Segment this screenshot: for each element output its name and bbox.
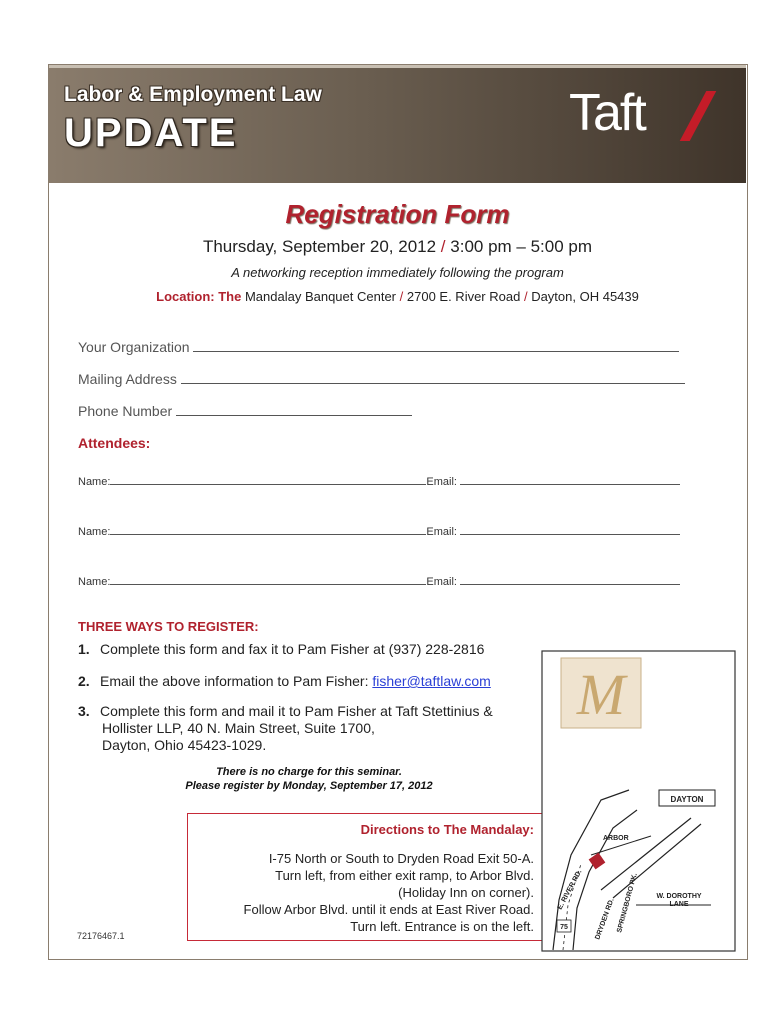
location-city: Dayton, OH 45439 — [527, 289, 639, 304]
organization-input-line[interactable] — [193, 340, 679, 352]
directions-map — [541, 650, 736, 952]
header-banner — [49, 65, 746, 183]
directions-text — [244, 850, 534, 935]
attendee-row — [78, 575, 680, 588]
step-text: Complete this form and mail it to Pam Fisher at Taft Stettinius & — [100, 703, 493, 719]
step-number: 2. — [78, 673, 90, 689]
mandalay-monogram-icon — [561, 658, 641, 728]
organization-label: Your Organization — [78, 339, 190, 355]
direction-line: (Holiday Inn on corner). — [398, 885, 534, 900]
attendee-name-label: Name: — [78, 576, 111, 588]
mailing-address-label: Mailing Address — [78, 371, 177, 387]
attendee-email-label: Email: — [426, 526, 457, 538]
taft-logo-slash-icon — [680, 91, 717, 141]
step-text: Email the above information to Pam Fisher: — [100, 673, 373, 689]
taft-logo-text: Taft — [569, 84, 645, 142]
location-venue: Mandalay Banquet Center — [241, 289, 400, 304]
no-charge-line: There is no charge for this seminar. — [216, 766, 402, 778]
separator: / — [523, 289, 528, 304]
i75-shield-number: 75 — [560, 924, 568, 931]
attendee-email-label: Email: — [426, 476, 457, 488]
map-label-river-rd: E. RIVER RD. — [556, 868, 584, 911]
mailing-address-input-line[interactable] — [181, 372, 685, 384]
registration-page — [48, 64, 748, 960]
map-label-springboro: SPRINGBORO PK. — [616, 872, 639, 934]
taft-logo — [569, 83, 719, 153]
directions-box — [187, 813, 545, 941]
attendee-name-input-line[interactable] — [110, 475, 426, 485]
register-step-2 — [78, 673, 491, 690]
phone-input-line[interactable] — [176, 404, 412, 416]
document-number: 72176467.1 — [77, 931, 125, 941]
attendees-heading: Attendees: — [78, 435, 151, 451]
reception-note: A networking reception immediately following the program — [231, 265, 564, 280]
event-location — [49, 289, 746, 304]
location-venue-prefix: The — [218, 289, 242, 304]
no-charge-notice — [109, 765, 509, 793]
attendee-email-input-line[interactable] — [460, 575, 680, 585]
step-text: Hollister LLP, 40 N. Main Street, Suite 1700, — [102, 720, 375, 736]
attendee-email-input-line[interactable] — [460, 475, 680, 485]
organization-field — [78, 339, 679, 355]
attendee-name-input-line[interactable] — [110, 575, 426, 585]
map-label-arbor: ARBOR — [603, 835, 629, 842]
banner-top-rule — [49, 65, 746, 68]
phone-label: Phone Number — [78, 403, 173, 419]
event-time: 3:00 pm – 5:00 pm — [450, 237, 593, 256]
attendee-name-input-line[interactable] — [110, 525, 426, 535]
direction-line: Turn left. Entrance is on the left. — [350, 919, 534, 934]
direction-line: I-75 North or South to Dryden Road Exit 50-A. — [268, 851, 534, 866]
directions-title: Directions to The Mandalay: — [360, 822, 534, 837]
form-title: Registration Form — [285, 199, 510, 229]
register-deadline: Please register by Monday, September 17, 2012 — [185, 780, 433, 792]
map-label-dryden: DRYDEN RD. — [594, 897, 616, 941]
attendee-email-label: Email: — [426, 576, 457, 588]
register-step-1 — [78, 641, 484, 658]
location-label: Location: — [156, 289, 219, 304]
separator: / — [440, 237, 446, 256]
step-text: Complete this form and fax it to Pam Fisher at (937) 228-2816 — [100, 641, 485, 657]
attendee-email-input-line[interactable] — [460, 525, 680, 535]
separator: / — [399, 289, 404, 304]
mailing-address-field — [78, 371, 685, 387]
monogram-letter: M — [576, 662, 626, 727]
newsletter-series: Labor & Employment Law — [64, 83, 322, 106]
map-label-dorothy-lane: LANE — [669, 901, 689, 908]
direction-line: Turn left, from either exit ramp, to Arbor Blvd. — [275, 868, 534, 883]
attendee-name-label: Name: — [78, 476, 111, 488]
attendee-row — [78, 525, 680, 538]
register-step-3 — [78, 703, 493, 754]
interstate-75-shield-icon — [557, 920, 571, 932]
direction-line: Follow Arbor Blvd. until it ends at East River Road. — [243, 902, 534, 917]
map-label-dayton: DAYTON — [670, 795, 704, 804]
map-label-dorothy: W. DOROTHY — [656, 893, 702, 900]
step-text: Dayton, Ohio 45423-1029. — [102, 737, 267, 753]
attendee-row — [78, 475, 680, 488]
phone-field — [78, 403, 412, 419]
step-number: 1. — [78, 641, 90, 657]
step-number: 3. — [78, 703, 90, 719]
event-date: Thursday, September 20, 2012 — [202, 237, 437, 256]
fisher-email-link[interactable]: fisher@taftlaw.com — [372, 673, 491, 689]
attendee-name-label: Name: — [78, 526, 111, 538]
event-date-time — [49, 237, 746, 257]
newsletter-title: UPDATE — [64, 111, 238, 155]
location-address: 2700 E. River Road — [403, 289, 524, 304]
register-heading: THREE WAYS TO REGISTER: — [78, 619, 259, 634]
